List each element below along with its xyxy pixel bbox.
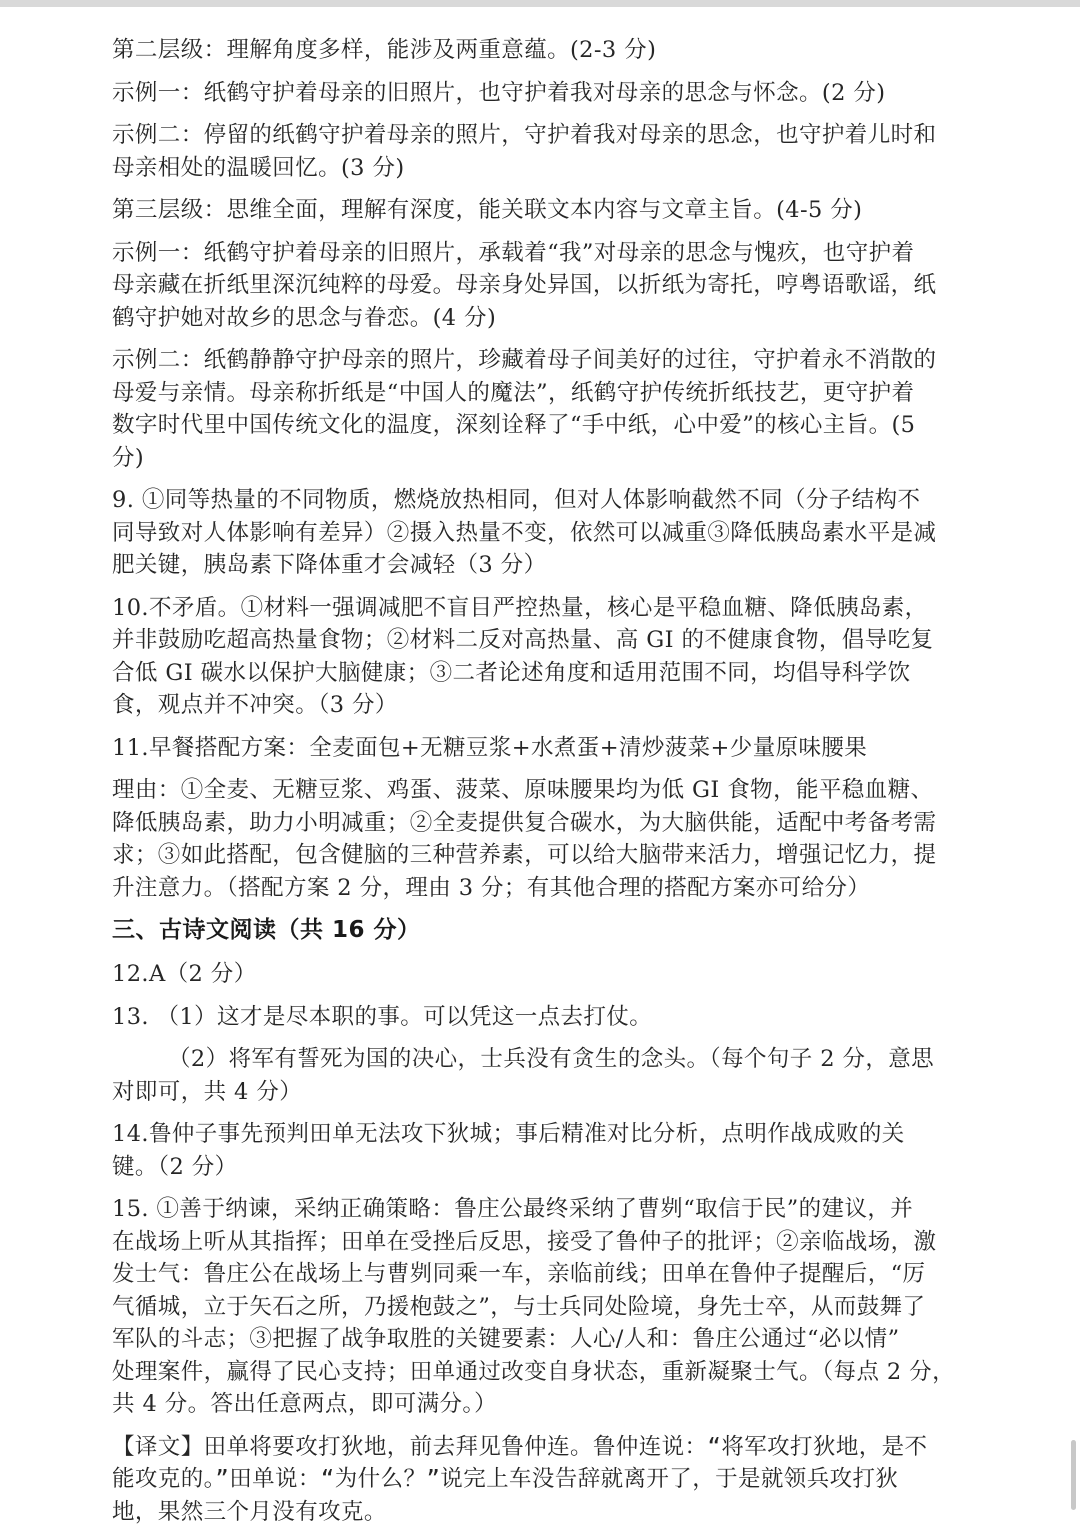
text-line: 9. ①同等热量的不同物质，燃烧放热相同，但对人体影响截然不同（分子结构不 <box>112 487 921 513</box>
text-line: 求；③如此搭配，包含健脑的三种营养素，可以给大脑带来活力，增强记忆力，提 <box>112 842 937 868</box>
text-line: 合低 GI 碳水以保护大脑健康；③二者论述角度和适用范围不同，均倡导科学饮 <box>112 659 911 686</box>
answer-paragraph <box>112 194 990 227</box>
text-line: 在战场上听从其指挥；田单在受挫后反思，接受了鲁仲子的批评；②亲临战场，激 <box>112 1228 937 1255</box>
text-line: 示例一：纸鹤守护着母亲的旧照片，也守护着我对母亲的思念与怀念。(2 分) <box>112 79 886 106</box>
document-body <box>112 34 990 1538</box>
text-line: 升注意力。（搭配方案 2 分，理由 3 分；有其他合理的搭配方案亦可给分） <box>112 874 871 901</box>
section-heading: 三、古诗文阅读（共 16 分） <box>112 917 421 943</box>
text-line: 14.鲁仲子事先预判田单无法攻下狄城；事后精准对比分析，点明作战成败的关 <box>112 1121 905 1147</box>
answer-paragraph <box>112 1118 990 1183</box>
text-line: 分) <box>112 444 145 471</box>
text-line: 母亲相处的温暖回忆。(3 分) <box>112 154 405 181</box>
text-line: 并非鼓励吃超高热量食物；②材料二反对高热量、高 GI 的不健康食物，倡导吃复 <box>112 627 934 653</box>
text-line: 15. ①善于纳谏，采纳正确策略：鲁庄公最终采纳了曹刿“取信于民”的建议，并 <box>112 1196 914 1222</box>
text-line: 气循城，立于矢石之所，乃援枹鼓之”，与士兵同处险境，身先士卒，从而鼓舞了 <box>112 1293 926 1320</box>
text-line: 处理案件，赢得了民心支持；田单通过改变自身状态，重新凝聚士气。（每点 2 分， <box>112 1358 955 1385</box>
answer-paragraph <box>112 237 990 335</box>
answer-paragraph <box>112 344 990 474</box>
answer-paragraph <box>112 34 990 67</box>
answer-section-reading <box>112 34 990 904</box>
text-line: 示例一：纸鹤守护着母亲的旧照片，承载着“我”对母亲的思念与愧疚，也守护着 <box>112 239 915 266</box>
text-line: 键。（2 分） <box>112 1153 238 1180</box>
text-line: 理由：①全麦、无糖豆浆、鸡蛋、菠菜、原味腰果均为低 GI 食物，能平稳血糖、 <box>112 777 934 803</box>
text-line: 母爱与亲情。母亲称折纸是“中国人的魔法”，纸鹤守护传统折纸技艺，更守护着 <box>112 379 915 406</box>
text-line: 母亲藏在折纸里深沉纯粹的母爱。母亲身处异国，以折纸为寄托，哼粤语歌谣，纸 <box>112 272 937 298</box>
answer-paragraph <box>112 484 990 582</box>
top-bar <box>0 0 1080 7</box>
scrollbar-thumb[interactable] <box>1071 1440 1076 1510</box>
text-line: 数字时代里中国传统文化的温度，深刻诠释了“手中纸，心中爱”的核心主旨。(5 <box>112 412 916 438</box>
answer-paragraph <box>112 592 990 722</box>
text-line: 鹤守护她对故乡的思念与眷恋。(4 分) <box>112 304 497 331</box>
text-line: 第二层级：理解角度多样，能涉及两重意蕴。(2-3 分) <box>112 37 657 63</box>
answer-paragraph <box>112 732 990 765</box>
text-line: 示例二：纸鹤静静守护母亲的照片，珍藏着母子间美好的过往，守护着永不消散的 <box>112 347 937 373</box>
translation-paragraph <box>112 1431 990 1529</box>
answer-paragraph <box>112 77 990 110</box>
text-line: 13. （1）这才是尽本职的事。可以凭这一点去打仗。 <box>112 1003 653 1030</box>
text-line: 降低胰岛素，助力小明减重；②全麦提供复合碳水，为大脑供能，适配中考备考需 <box>112 809 937 836</box>
answer-section-classical <box>112 958 990 1421</box>
text-line: 发士气：鲁庄公在战场上与曹刿同乘一车，亲临前线；田单在鲁仲子提醒后，“厉 <box>112 1261 926 1287</box>
answer-paragraph <box>112 1001 990 1034</box>
text-line: 【译文】田单将要攻打狄地，前去拜见鲁仲连。鲁仲连说：“将军攻打狄地，是不 <box>112 1433 928 1460</box>
text-line: 示例二：停留的纸鹤守护着母亲的照片，守护着我对母亲的思念，也守护着儿时和 <box>112 122 937 148</box>
text-line: 对即可，共 4 分） <box>112 1078 303 1105</box>
text-line: 11.早餐搭配方案：全麦面包+无糖豆浆+水煮蛋+清炒菠菜+少量原味腰果 <box>112 734 868 761</box>
text-line: （2）将军有誓死为国的决心，士兵没有贪生的念头。（每个句子 2 分，意思 <box>168 1046 935 1072</box>
text-line: 军队的斗志；③把握了战争取胜的关键要素：人心/人和：鲁庄公通过“必以情” <box>112 1326 900 1352</box>
answer-paragraph <box>112 119 990 184</box>
text-line: 肥关键，胰岛素下降体重才会减轻（3 分） <box>112 552 547 578</box>
text-line: 第三层级：思维全面，理解有深度，能关联文本内容与文章主旨。(4-5 分) <box>112 197 863 223</box>
text-line: 10.不矛盾。①材料一强调减肥不盲目严控热量，核心是平稳血糖、降低胰岛素， <box>112 594 928 621</box>
text-line: 同导致对人体影响有差异）②摄入热量不变，依然可以减重③降低胰岛素水平是减 <box>112 519 937 546</box>
answer-paragraph <box>112 958 990 991</box>
text-line: 食，观点并不冲突。（3 分） <box>112 692 398 718</box>
text-line: 地，果然三个月没有攻克。 <box>112 1498 387 1525</box>
text-line: 共 4 分。答出任意两点，即可满分。） <box>112 1391 497 1417</box>
text-line: 12.A（2 分） <box>112 961 257 987</box>
answer-paragraph <box>112 774 990 904</box>
text-line: 能攻克的。”田单说：“为什么？”说完上车没告辞就离开了，于是就领兵攻打狄 <box>112 1466 899 1492</box>
answer-paragraph <box>112 1043 990 1108</box>
answer-paragraph <box>112 1193 990 1421</box>
